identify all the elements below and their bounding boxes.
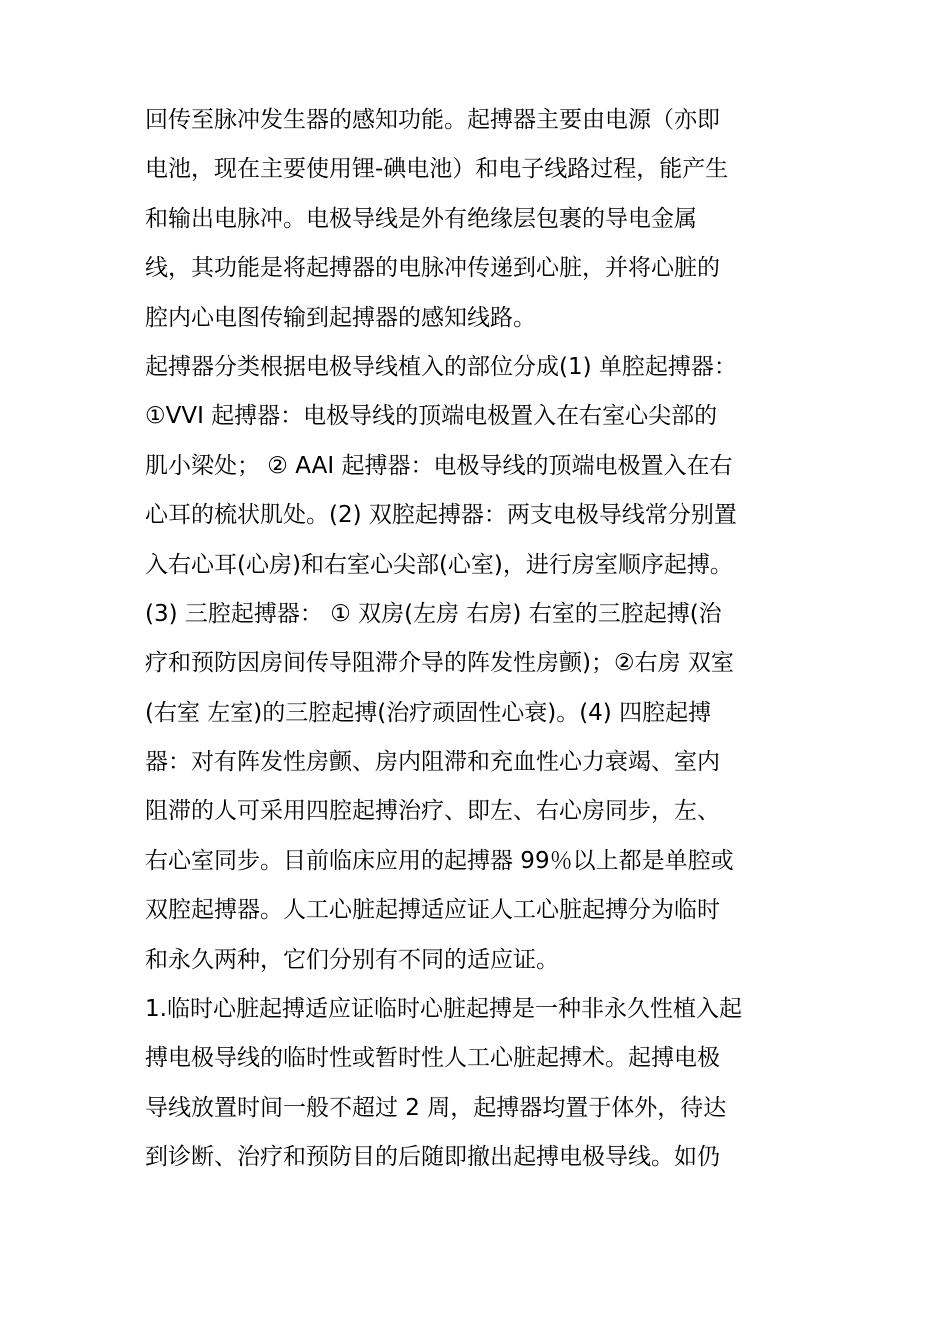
text-line: 1.临时心脏起搏适应证临时心脏起搏是一种非永久性植入起 [145, 996, 742, 1023]
text-line: 腔内心电图传输到起搏器的感知线路。 [145, 304, 536, 331]
text-line: ①VVI 起搏器：电极导线的顶端电极置入在右室心尖部的 [145, 403, 718, 430]
text-line: 和输出电脉冲。电极导线是外有绝缘层包裹的导电金属 [145, 205, 697, 232]
text-line: 和永久两种，它们分别有不同的适应证。 [145, 946, 559, 973]
text-line: 器：对有阵发性房颤、房内阻滞和充血性心力衰竭、室内 [145, 749, 720, 776]
text-line: (3) 三腔起搏器： ① 双房(左房 右房) 右室的三腔起搏(治 [145, 600, 722, 627]
text-line: 肌小梁处； ② AAI 起搏器：电极导线的顶端电极置入在右 [145, 452, 733, 479]
text-line: 阻滞的人可采用四腔起搏治疗、即左、右心房同步，左、 [145, 798, 720, 825]
text-line: 回传至脉冲发生器的感知功能。起搏器主要由电源（亦即 [145, 107, 720, 133]
text-line: 疗和预防因房间传导阻滞介导的阵发性房颤)；②右房 双室 [145, 650, 734, 677]
text-line: 入右心耳(心房)和右室心尖部(心室)，进行房室顺序起搏。 [145, 551, 733, 578]
text-line: (右室 左室)的三腔起搏(治疗顽固性心衰)。(4) 四腔起搏 [145, 699, 712, 726]
text-line: 起搏器分类根据电极导线植入的部位分成(1) 单腔起搏器： [145, 353, 737, 380]
text-line: 到诊断、治疗和预防目的后随即撤出起搏电极导线。如仍 [145, 1144, 720, 1171]
text-line: 搏电极导线的临时性或暂时性人工心脏起搏术。起搏电极 [145, 1045, 720, 1072]
document-body [145, 96, 810, 1183]
text-line: 心耳的梳状肌处。(2) 双腔起搏器：两支电极导线常分别置 [145, 502, 737, 529]
text-line: 导线放置时间一般不超过 2 周，起搏器均置于体外，待达 [145, 1094, 727, 1121]
text-line: 电池，现在主要使用锂-碘电池）和电子线路过程，能产生 [145, 156, 729, 183]
text-line: 右心室同步。目前临床应用的起搏器 99％以上都是单腔或 [145, 847, 734, 874]
text-line: 线，其功能是将起搏器的电脉冲传递到心脏，并将心脏的 [145, 255, 720, 282]
text-line: 双腔起搏器。人工心脏起搏适应证人工心脏起搏分为临时 [145, 897, 720, 924]
